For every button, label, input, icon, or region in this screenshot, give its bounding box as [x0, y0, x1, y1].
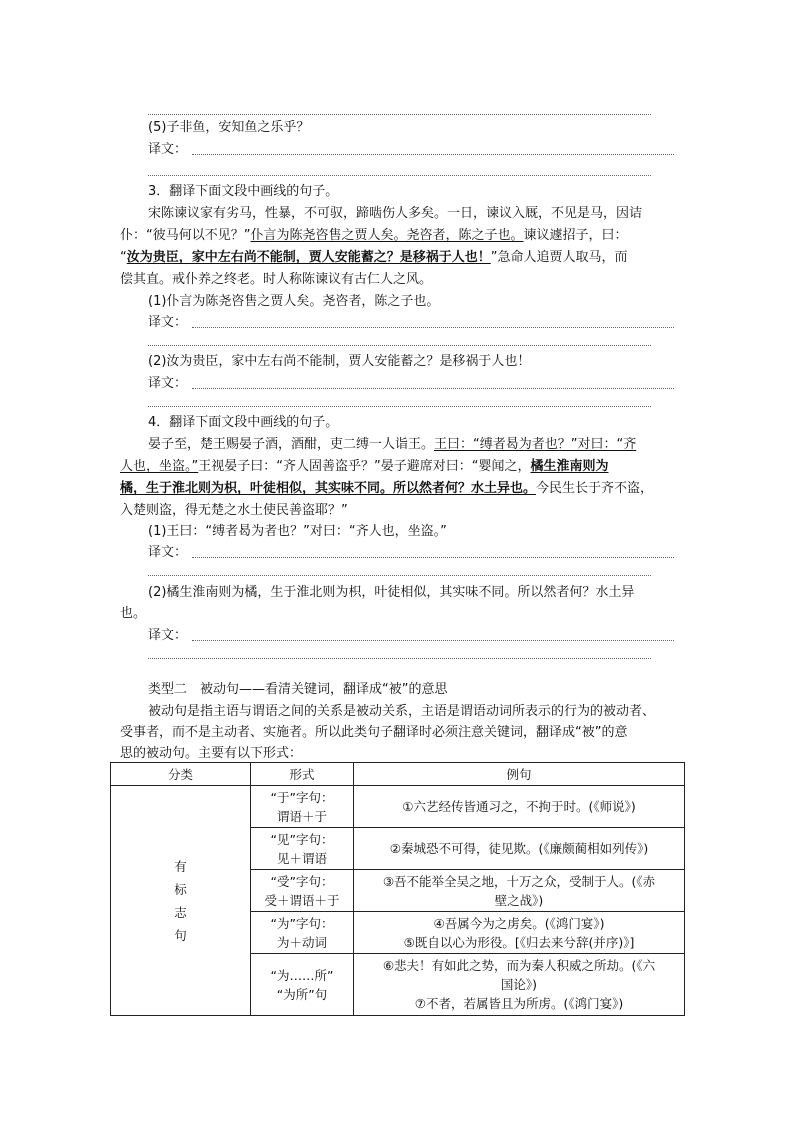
- question-4-title: 4．翻译下面文段中画线的句子。: [148, 415, 339, 430]
- header-category: 分类: [111, 763, 251, 786]
- answer-line: [148, 175, 651, 176]
- explanation-line: 受事者，而不是主动者、实施者。所以此类句子翻译时必须注意关键词，翻译成“被”的意: [120, 725, 628, 740]
- header-example: 例句: [354, 763, 685, 786]
- explanation-line: 被动句是指主语与谓语之间的关系是被动关系，主语是谓语动词所表示的行为的被动者、: [148, 704, 656, 719]
- translation-label: 译文：: [148, 376, 188, 391]
- example-cell: ②秦城恐不可得，徒见欺。(《廉颇蔺相如列传》): [354, 828, 685, 870]
- passage-text: 今民生长于齐不盗，: [536, 481, 654, 496]
- translation-label: 译文：: [148, 628, 188, 643]
- passage-text: 晏子至，楚王赐晏子酒，酒酣，吏二缚一人诣王。: [148, 437, 435, 452]
- passive-forms-table: [110, 762, 685, 1016]
- form-cell: “见”字句： 见＋谓语: [251, 828, 354, 870]
- section-heading: 类型二 被动句——看清关键词，翻译成“被”的意思: [148, 682, 448, 697]
- sentence-4-2-cont: 也。: [120, 606, 147, 621]
- answer-line: [148, 345, 651, 346]
- answer-line: [192, 154, 674, 155]
- explanation-line: 思的被动句。主要有以下形式：: [120, 746, 303, 761]
- example-cell: ⑥悲夫！有如此之势，而为秦人积威之所劫。(《六 国论》) ⑦不者，若属皆且为所虏。(《鸿门宴》): [354, 954, 685, 1016]
- underlined-sentence-1: 仆言为陈尧咨售之贾人矣。尧咨者，陈之子也。: [250, 228, 524, 243]
- example-cell: ③吾不能举全吴之地，十万之众，受制于人。(《赤 壁之战》): [354, 870, 685, 912]
- answer-line: [148, 575, 651, 576]
- sentence-4-1: (1)王曰：“缚者曷为者也？”对曰：“齐人也，坐盗。”: [148, 524, 447, 539]
- example-cell: ④吾属今为之虏矣。(《鸿门宴》) ⑤既自以心为形役。[《归去来兮辞(并序)》]: [354, 912, 685, 954]
- underlined-sentence-2: 橘生淮南则为: [530, 459, 609, 474]
- category-char: 有: [174, 858, 187, 874]
- answer-line: [192, 640, 674, 641]
- answer-line: [192, 388, 674, 389]
- example-cell: ①六艺经传皆通习之，不拘于时。(《师说》): [354, 786, 685, 828]
- translation-label: 译文：: [148, 142, 188, 157]
- translation-label: 译文：: [148, 315, 188, 330]
- passage-line: 宋陈谏议家有劣马，性暴，不可驭，蹄啮伤人多矣。一日，谏议入厩，不见是马，因诘: [148, 206, 643, 221]
- passage-line: [120, 226, 628, 245]
- sentence-3-1: (1)仆言为陈尧咨售之贾人矣。尧咨者，陈之子也。: [148, 294, 440, 309]
- passage-text: “: [120, 250, 127, 265]
- passage-line: 偿其直。戒仆养之终老。时人称陈谏议有古仁人之风。: [120, 272, 433, 287]
- form-cell: “为”字句： 为＋动词: [251, 912, 354, 954]
- sentence-3-2: (2)汝为贵臣，家中左右尚不能制，贾人安能蓄之？是移祸于人也！: [148, 354, 531, 369]
- category-char: 标: [174, 881, 187, 897]
- passage-line: [148, 435, 636, 454]
- category-char: 句: [174, 927, 187, 943]
- answer-line: [192, 327, 674, 328]
- answer-line: [148, 658, 651, 659]
- underlined-sentence-2: 汝为贵臣，家中左右尚不能制，贾人安能蓄之？是移祸于人也！: [126, 250, 491, 265]
- form-cell: “为……所” “为所”句: [251, 954, 354, 1016]
- category-cell: [111, 786, 251, 1016]
- category-char: 志: [174, 904, 187, 920]
- form-cell: “受”字句： 受＋谓语＋于: [251, 870, 354, 912]
- underlined-sentence-1: 人也，坐盗。”: [120, 459, 199, 474]
- passage-text: 王视晏子曰：“齐人固善盗乎？”晏子避席对曰：“婴闻之，: [198, 459, 531, 474]
- underlined-sentence-2: 橘，生于淮北则为枳，叶徒相似，其实味不同。所以然者何？水土异也。: [120, 481, 537, 496]
- passage-text: ”急命人追贾人取马，而: [490, 250, 628, 265]
- form-cell: “于”字句： 谓语＋于: [251, 786, 354, 828]
- passage-line: 入楚则盗，得无楚之水土使民善盗耶？”: [120, 503, 348, 518]
- translation-label: 译文：: [148, 545, 188, 560]
- passage-line: [120, 457, 608, 476]
- answer-line: [192, 557, 674, 558]
- question-3-title: 3．翻译下面文段中画线的句子。: [148, 184, 339, 199]
- passage-text: 仆：“彼马何以不见？”: [120, 228, 251, 243]
- passage-line: [120, 479, 653, 498]
- sentence-4-2: (2)橘生淮南则为橘，生于淮北则为枳，叶徒相似，其实味不同。所以然者何？水土异: [148, 585, 635, 600]
- answer-line: [148, 406, 651, 407]
- passage-line: [120, 248, 628, 267]
- header-form: 形式: [251, 763, 354, 786]
- sentence-5: (5)子非鱼，安知鱼之乐乎？: [148, 120, 310, 135]
- passage-text: 谏议遽招子，曰：: [523, 228, 628, 243]
- answer-line: [148, 114, 651, 115]
- underlined-sentence-1: 王曰：“缚者曷为者也？”对曰：“齐: [434, 437, 637, 452]
